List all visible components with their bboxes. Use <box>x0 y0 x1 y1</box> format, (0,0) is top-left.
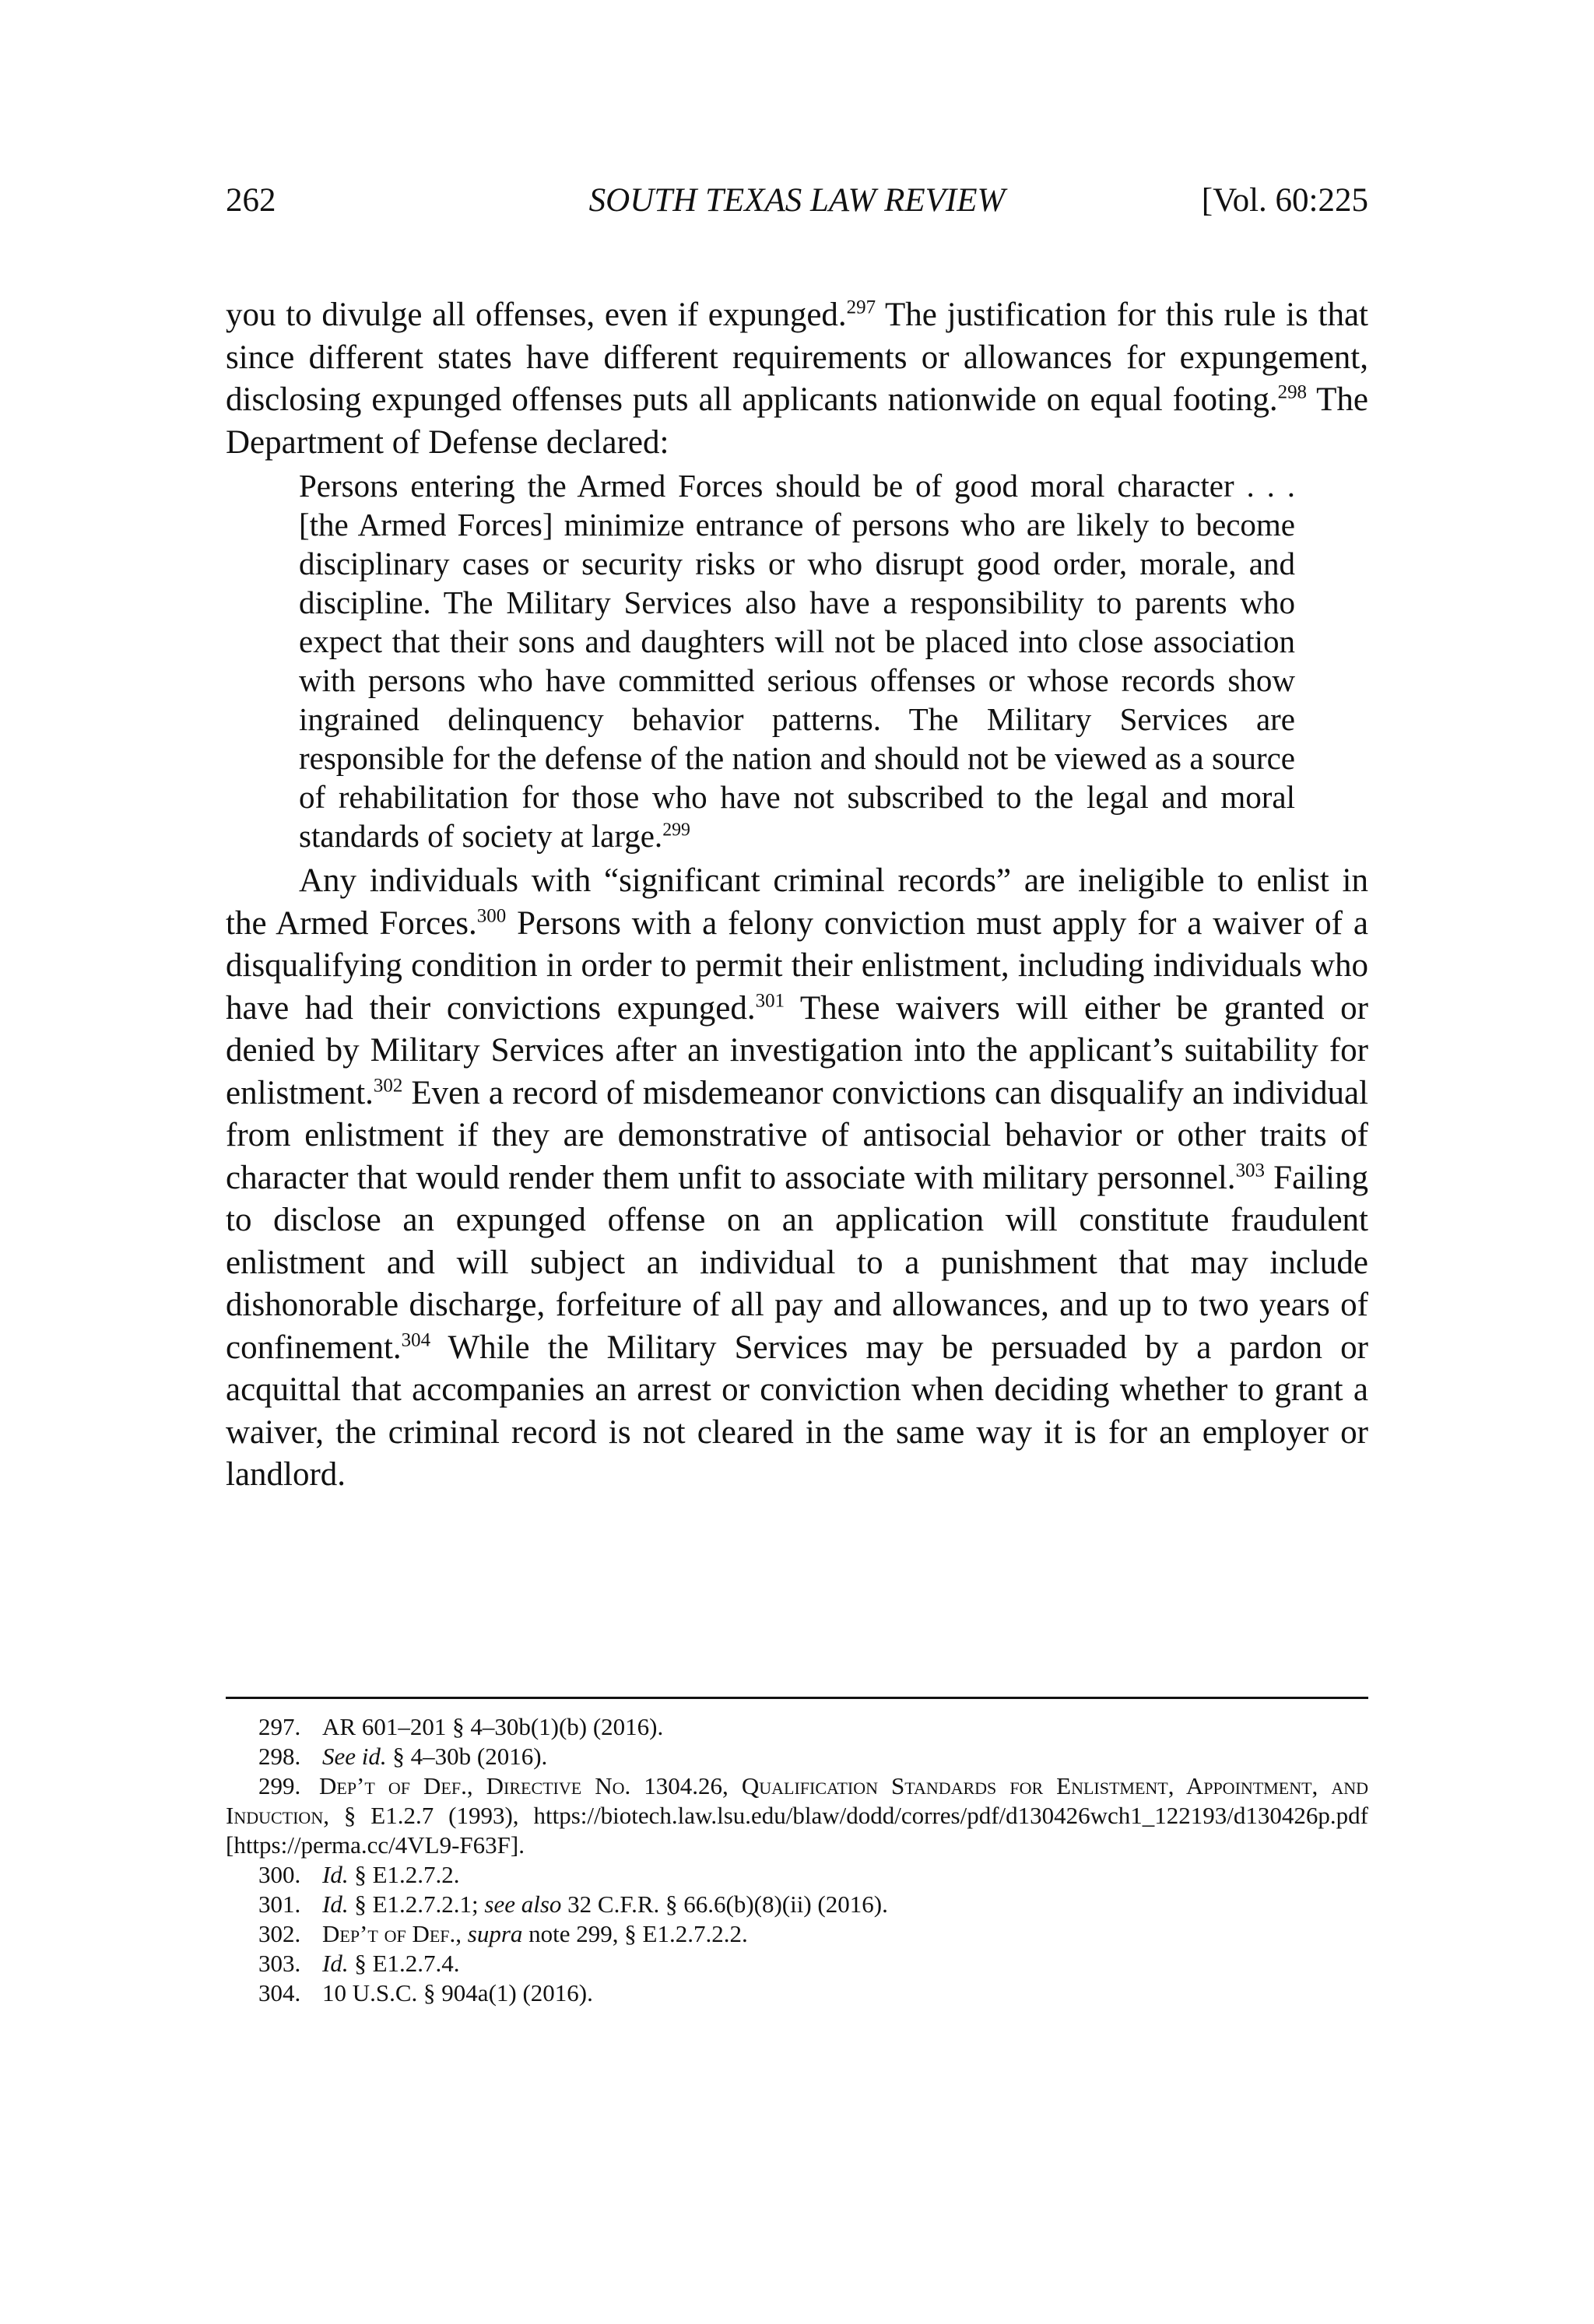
quote-text: Persons entering the Armed Forces should be of good moral character . . . [the Armed Forces] minimize entrance of persons who are likely to become disciplinary cases or security risks or who disrupt good order, morale, and discipline. The Military Services also have a responsibility to parents who expect that their sons and daughters will not be placed into close association with persons who have committed serious offenses or whose records show ingrained delinquency behavior patterns. The Military Services are responsible for the defense of the nation and should not be viewed as a source of rehabilitation for those who have not subscribed to the legal and moral standards of society at large. <box>299 468 1295 854</box>
paragraph <box>226 860 1368 1497</box>
footnote <box>226 1978 1368 2008</box>
text-run: While the Military Services may be persuaded by a pardon or acquittal that accompanies an arrest or conviction when deciding whether to grant a waiver, the criminal record is not cleared in the same way it is for an employer or landlord. <box>226 1329 1368 1493</box>
text-run: Even a record of misdemeanor convictions can disqualify an individual from enlistment if they are demonstrative of antisocial behavior or other traits of character that would render them unfit to associate with military personnel. <box>226 1074 1368 1196</box>
footnote-text: 10 U.S.C. § 904a(1) (2016). <box>322 1979 593 2006</box>
text-run: § 4–30b (2016). <box>386 1743 548 1770</box>
text-run: 32 C.F.R. § 66.6(b)(8)(ii) (2016). <box>561 1890 888 1918</box>
footnote <box>226 1890 1368 1919</box>
text-run: , § E1.2.7 (1993), <box>323 1802 534 1829</box>
footnote-ref[interactable]: 303 <box>1235 1160 1265 1181</box>
text-run: note 299, § E1.2.7.2.2. <box>522 1920 748 1947</box>
footnote-text <box>296 1919 1368 1949</box>
signal: see also <box>484 1890 562 1918</box>
footnote-number: 301. <box>258 1890 301 1918</box>
signal: Id. <box>322 1861 349 1888</box>
author: Dep’t of Def. <box>322 1920 456 1947</box>
footnote-text <box>296 1860 1368 1890</box>
footnote-number: 302. <box>258 1920 301 1947</box>
footnote-ref[interactable]: 304 <box>401 1329 431 1351</box>
text-run: The Department of Defense declared: <box>226 381 1369 461</box>
footnote <box>226 1712 1368 1742</box>
journal-title: SOUTH TEXAS LAW REVIEW <box>588 182 1006 219</box>
footnotes <box>226 1712 1368 2008</box>
footnote-text <box>296 1742 1368 1771</box>
perma-link[interactable]: [https://perma.cc/4VL9-F63F]. <box>226 1831 525 1859</box>
text-run: you to divulge all offenses, even if expunged. <box>226 297 847 333</box>
text-run: § E1.2.7.4. <box>348 1950 460 1977</box>
footnote-number: 300. <box>258 1861 301 1888</box>
document-title: Qualification Standards for Enlistment, Appointment, and Induction <box>226 1772 1368 1829</box>
footnote-divider <box>226 1697 1368 1699</box>
footnote-text: AR 601–201 § 4–30b(1)(b) (2016). <box>322 1713 664 1740</box>
footnote-ref[interactable]: 300 <box>476 905 507 927</box>
footnote <box>226 1771 1368 1860</box>
text-run: , Directive No. 1304.26, <box>466 1772 742 1799</box>
footnote-number: 298. <box>258 1743 301 1770</box>
footnote-ref[interactable]: 301 <box>755 990 785 1012</box>
signal: supra <box>467 1920 523 1947</box>
footnote <box>226 1860 1368 1890</box>
main-text <box>226 294 1368 1497</box>
footnote-number: 297. <box>258 1713 301 1740</box>
text-run: Failing to disclose an expunged offense on an application will constitute fraudulent enlistment and will subject an individual to a punishment that may include dishonorable discharge, forfeiture of all pay and allowances, and up to two years of confinement. <box>226 1159 1368 1366</box>
footnote-ref[interactable]: 302 <box>373 1075 403 1097</box>
signal: Id. <box>322 1950 349 1977</box>
footnote <box>226 1919 1368 1949</box>
footnote-ref[interactable]: 298 <box>1277 381 1307 403</box>
footnote-text <box>226 1772 1368 1859</box>
volume-citation: [Vol. 60:225 <box>1201 182 1368 219</box>
paragraph <box>226 294 1368 464</box>
text-run: Any individuals with “significant criminal records” are ineligible to enlist in the Armed Forces. <box>226 862 1368 942</box>
running-head <box>226 177 1368 224</box>
source-link[interactable]: https://biotech.law.lsu.edu/blaw/dodd/corres/pdf/d130426wch1_122193/d130426p.pdf <box>533 1802 1368 1829</box>
footnote-text <box>296 1890 1368 1919</box>
text-run: Persons with a felony conviction must apply for a waiver of a disqualifying condition in order to permit their enlistment, including individuals who have had their convictions expunged. <box>226 904 1368 1027</box>
footnote-ref[interactable]: 297 <box>846 297 876 318</box>
footnote-number: 304. <box>258 1979 301 2006</box>
text-run: , <box>455 1920 468 1947</box>
signal: Id. <box>322 1890 349 1918</box>
footnote-text <box>296 1949 1368 1978</box>
text-run: The justification for this rule is that since different states have different requirements or allowances for expungement, disclosing expunged offenses puts all applicants nationwide on equal footing. <box>226 297 1368 418</box>
block-quote <box>299 466 1295 855</box>
signal: See id. <box>322 1743 387 1770</box>
footnote-number: 299. <box>258 1772 301 1799</box>
page-number: 262 <box>226 182 276 219</box>
author: Dep’t of Def. <box>319 1772 467 1799</box>
footnote <box>226 1949 1368 1978</box>
footnote <box>226 1742 1368 1771</box>
text-run: These waivers will either be granted or denied by Military Services after an investigation into the applicant’s suitability for enlistment. <box>226 989 1368 1111</box>
footnote-ref[interactable]: 299 <box>662 820 690 841</box>
text-run: § E1.2.7.2. <box>348 1861 460 1888</box>
footnote-number: 303. <box>258 1950 301 1977</box>
text-run: § E1.2.7.2.1; <box>348 1890 485 1918</box>
